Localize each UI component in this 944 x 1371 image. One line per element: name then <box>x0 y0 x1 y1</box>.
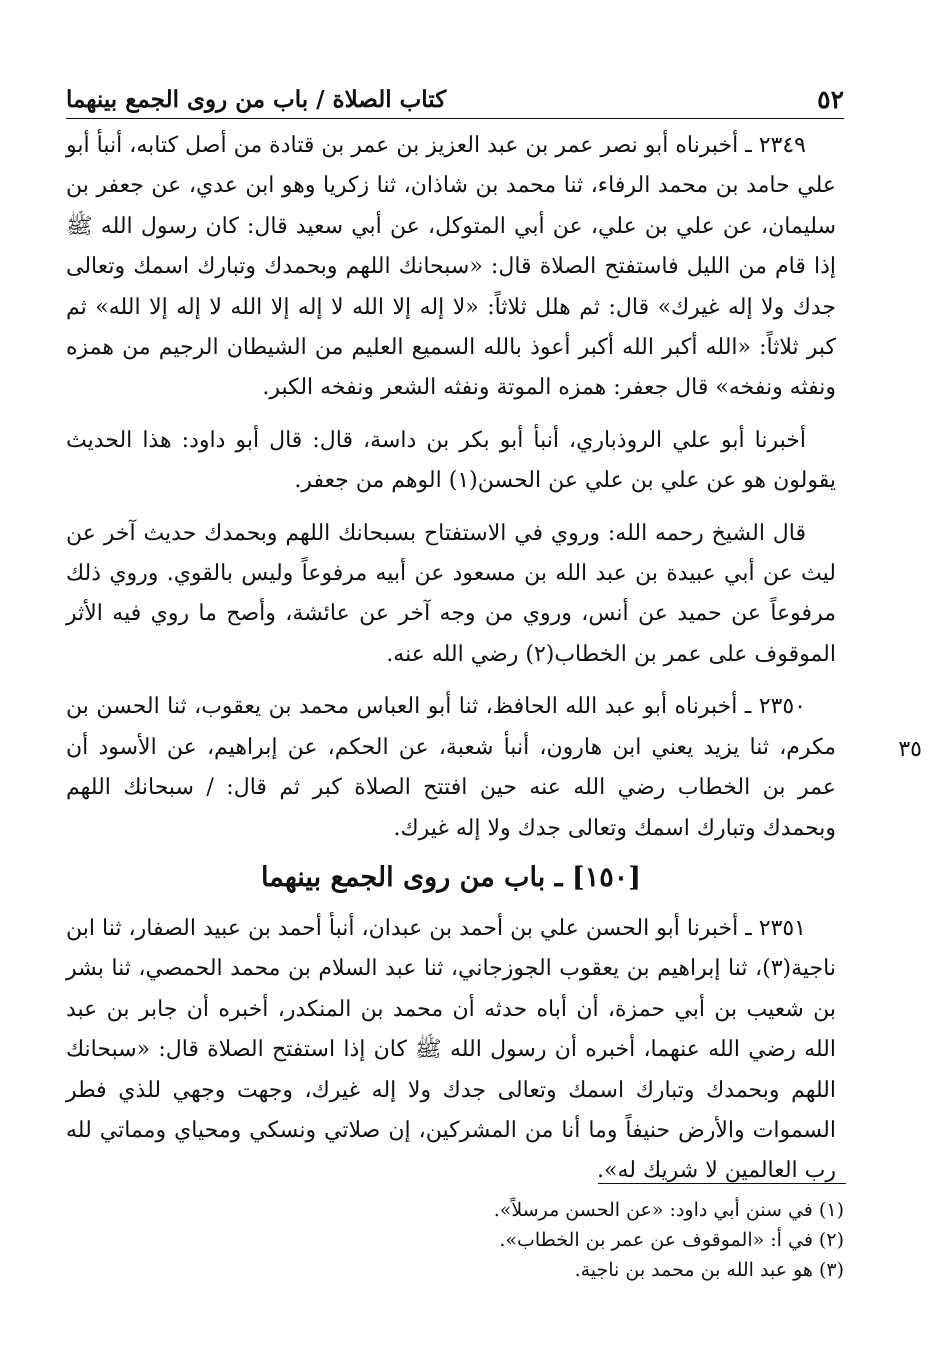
hadith-2350: ٢٣٥٠ ـ أخبرناه أبو عبد الله الحافظ، ثنا أبو العباس محمد بن يعقوب، ثنا الحسن بن مكرم، ثنا يزيد يعني ابن هارون، أنبأ شعبة، عن الحكم، عن إبراهيم، عن الأسود أن عمر بن الخطاب رضي الله عنه حين افتتح الصلاة كبر ثم قال: / سبحانك اللهم وبحمدك وتبارك اسمك وتعالى جدك ولا إله غيرك. <box>66 694 836 841</box>
commentary-shaykh: قال الشيخ رحمه الله: وروي في الاستفتاح بسبحانك اللهم وبحمدك حديث آخر عن ليث عن أبي عبيدة بن عبد الله بن مسعود عن أبيه مرفوعاً وليس بالقوي. وروي ذلك مرفوعاً عن حميد عن أنس، وروي من وجه آخر عن عائشة، وأصح ما روي فيه الأثر الموقوف على عمر بن الخطاب(٢) رضي الله عنه. <box>66 520 836 667</box>
margin-folio-number: ٣٥ <box>898 737 922 762</box>
footnote-divider <box>598 1183 846 1184</box>
hadith-2351: ٢٣٥١ ـ أخبرنا أبو الحسن علي بن أحمد بن عبدان، أنبأ أحمد بن عبيد الصفار، ثنا ابن ناجية(٣)، ثنا إبراهيم بن يعقوب الجوزجاني، ثنا عبد السلام بن محمد الحمصي، ثنا بشر بن شعيب بن أبي حمزة، أن أباه حدثه أن محمد بن المنكدر، أخبره أن جابر بن عبد الله رضي الله عنهما، أخبره أن رسول الله ﷺ كان إذا استفتح الصلاة قال: «سبحانك اللهم وبحمدك وتبارك اسمك وتعالى جدك ولا إله غيرك، وجهت وجهي للذي فطر السموات والأرض حنيفاً وما أنا من المشركين، إن صلاتي ونسكي ومحياي ومماتي لله رب العالمين لا شريك له». <box>66 915 836 1184</box>
footnote-1: (١) في سنن أبي داود: «عن الحسن مرسلاً». <box>493 1199 844 1221</box>
hadith-2349: ٢٣٤٩ ـ أخبرناه أبو نصر عمر بن عبد العزيز بن عمر بن قتادة من أصل كتابه، أنبأ أبو علي حامد بن محمد الرفاء، ثنا محمد بن شاذان، ثنا زكريا وهو ابن عدي، عن جعفر بن سليمان، عن علي بن علي، عن أبي المتوكل، عن أبي سعيد قال: كان رسول الله ﷺ إذا قام من الليل فاستفتح الصلاة قال: «سبحانك اللهم وبحمدك وتبارك اسمك وتعالى جدك ولا إله غيرك» قال: ثم هلل ثلاثاً: «لا إله إلا الله لا إله إلا الله لا إله إلا الله» ثم كبر ثلاثاً: «الله أكبر الله أكبر أعوذ بالله السميع العليم من الشيطان الرجيم من همزه ونفثه ونفخه» قال جعفر: همزه الموتة ونفثه الشعر ونفخه الكبر. <box>66 133 836 401</box>
footnote-2: (٢) في أ: «الموقوف عن عمر بن الخطاب». <box>499 1229 844 1251</box>
page-number: ٥٢ <box>817 85 844 114</box>
chapter-title: [١٥٠] ـ باب من روى الجمع بينهما <box>261 861 641 893</box>
running-title: كتاب الصلاة / باب من روى الجمع بينهما <box>66 84 456 116</box>
main-text <box>66 126 836 1204</box>
footnotes <box>144 1195 844 1285</box>
commentary-abu-dawud: أخبرنا أبو علي الروذباري، أنبأ أبو بكر بن داسة، قال: قال أبو داود: هذا الحديث يقولون هو عن علي بن علي عن الحسن(١) الوهم من جعفر. <box>66 427 836 494</box>
footnote-3: (٣) هو عبد الله بن محمد بن ناجية. <box>574 1259 844 1281</box>
page-header <box>66 84 844 119</box>
